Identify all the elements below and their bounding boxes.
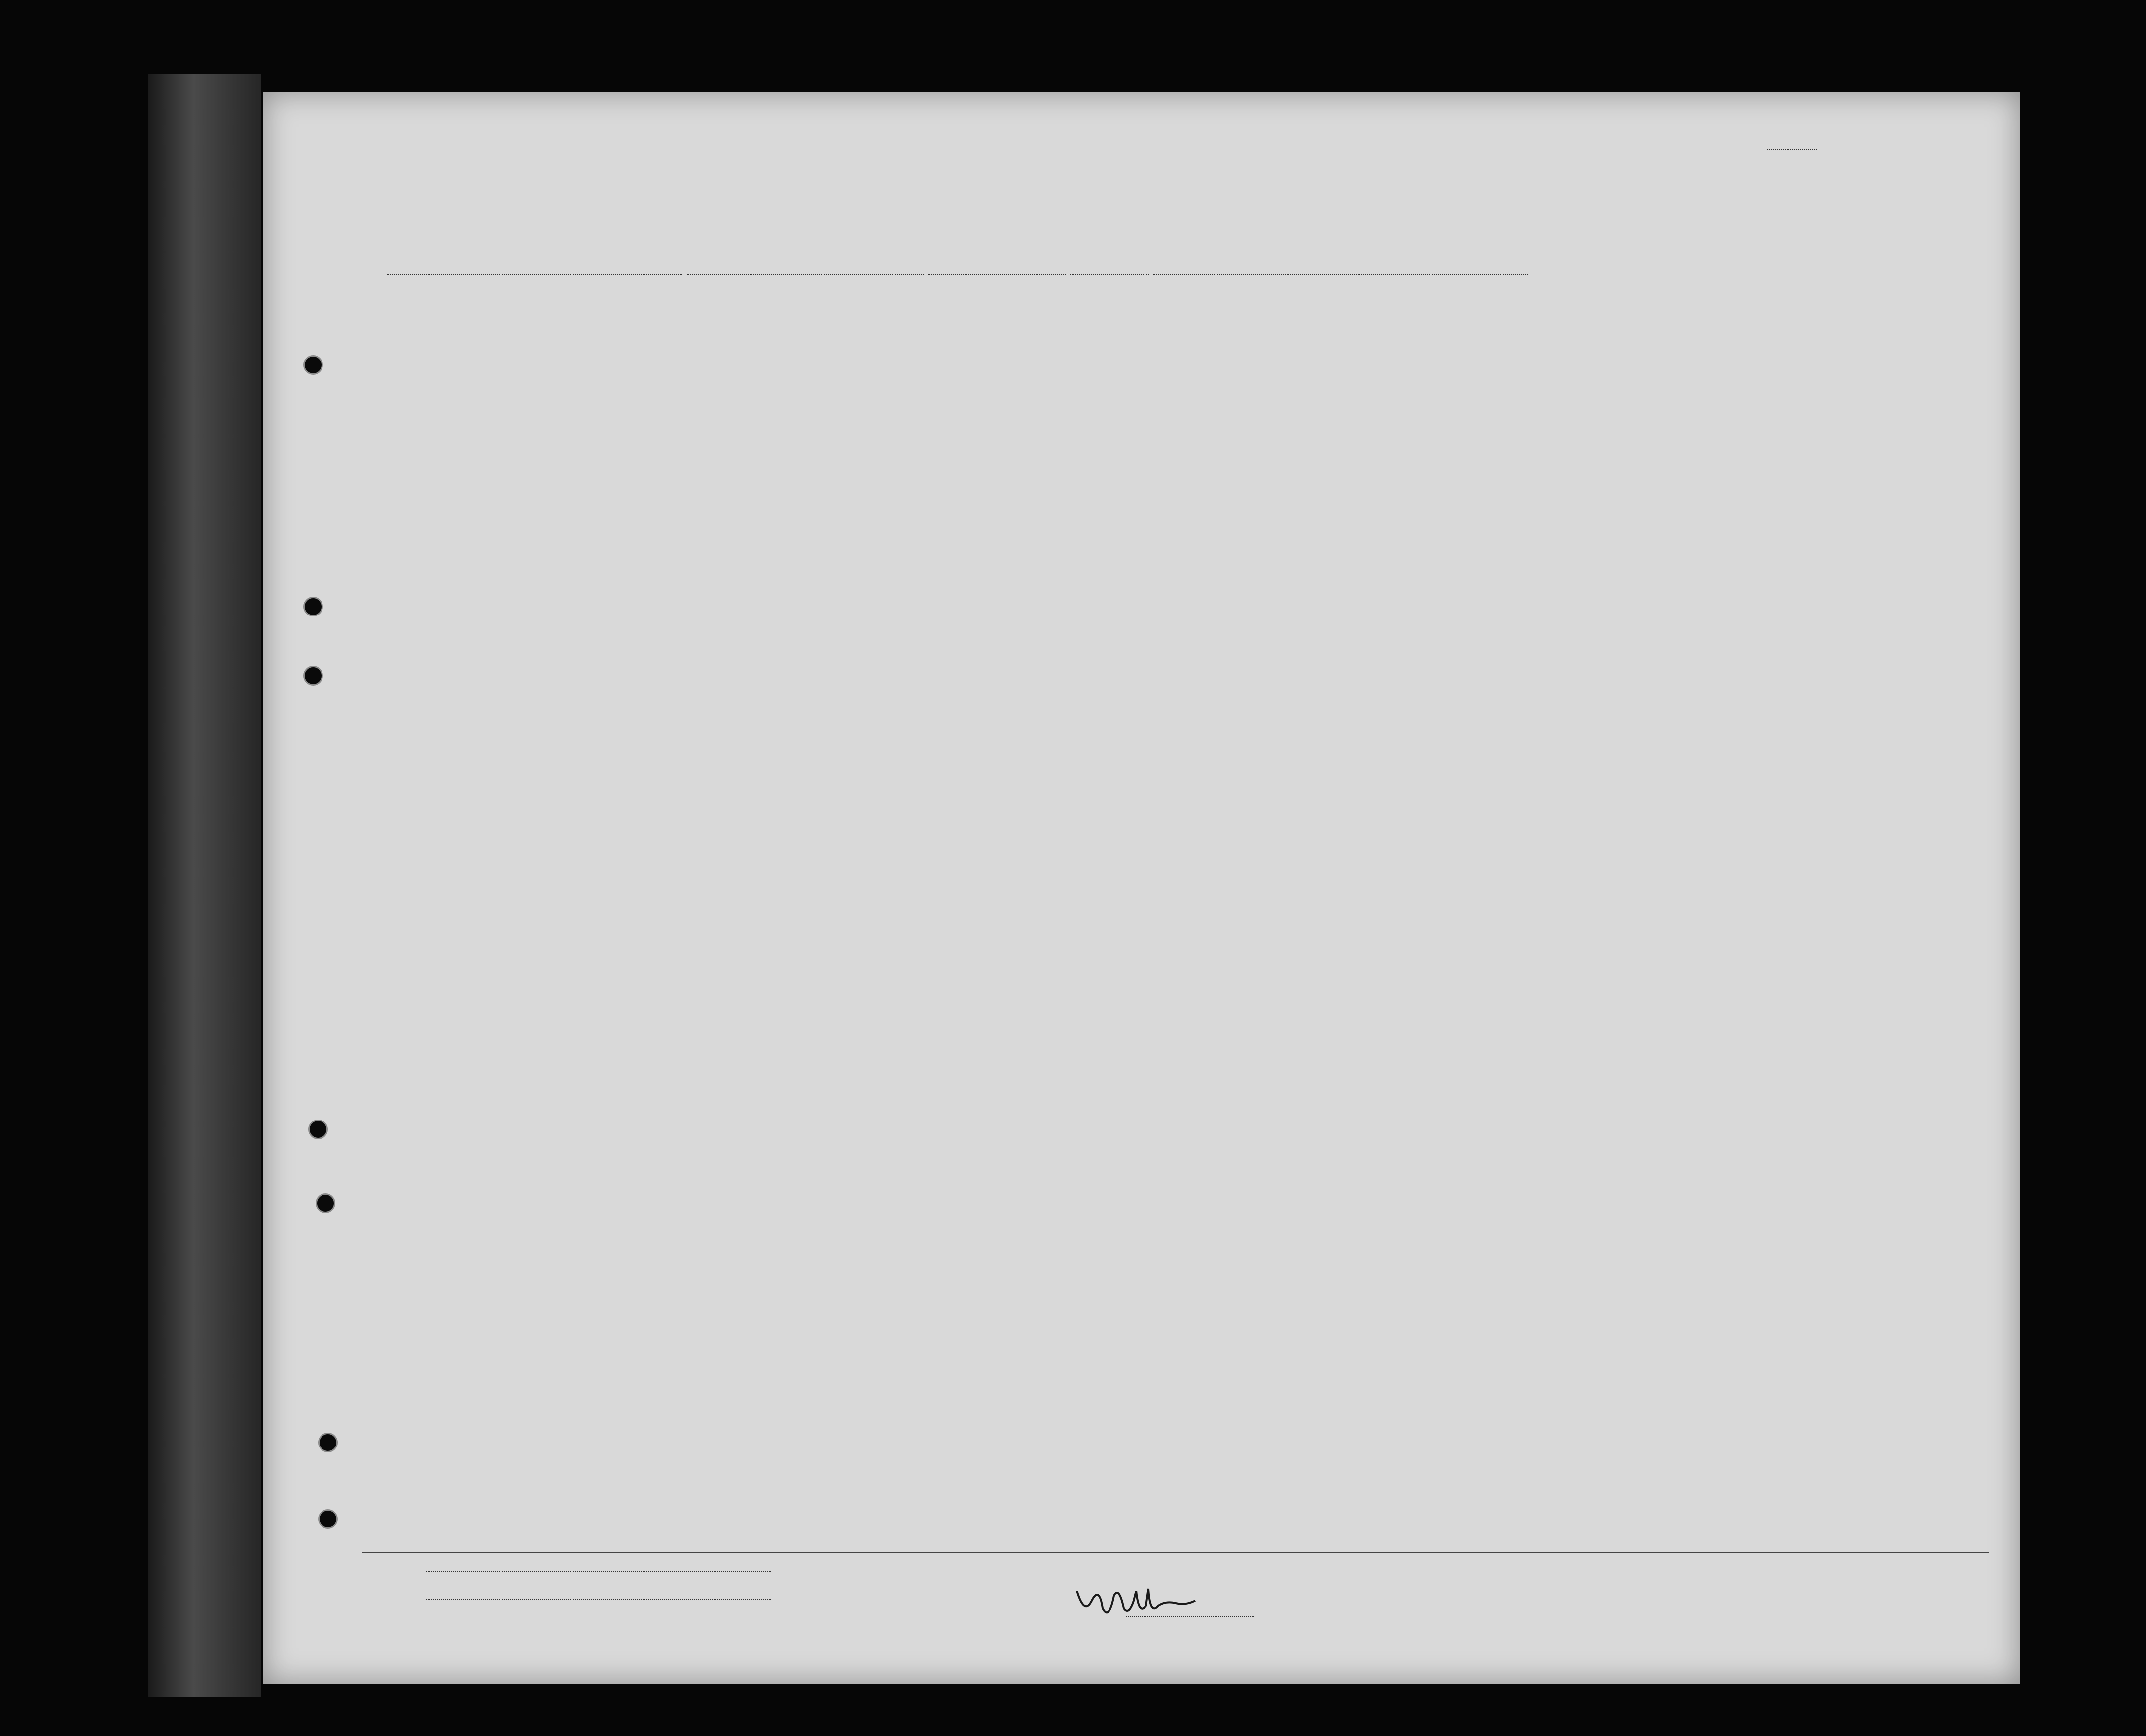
vessel-name xyxy=(387,274,682,275)
book-binding xyxy=(148,74,261,1697)
agents-value xyxy=(456,1627,766,1628)
departure-ports xyxy=(1153,274,1528,275)
punch-hole xyxy=(318,1509,338,1529)
punch-hole xyxy=(303,597,323,616)
owners-value xyxy=(426,1599,771,1600)
punch-hole xyxy=(318,1433,338,1452)
vessel-line xyxy=(387,259,1965,283)
line-value xyxy=(426,1571,771,1572)
punch-hole xyxy=(308,1120,328,1139)
punch-hole xyxy=(316,1194,335,1213)
arrival-day xyxy=(1070,274,1149,275)
arrival-month xyxy=(928,274,1066,275)
inspector-label xyxy=(1126,1616,1254,1617)
arriving-port xyxy=(687,274,924,275)
footer-divider xyxy=(362,1552,1989,1553)
sheet-value xyxy=(1767,149,1817,150)
punch-hole xyxy=(303,666,323,686)
inspector-signature xyxy=(1072,1581,1200,1621)
punch-hole xyxy=(303,355,323,375)
manifest-sheet xyxy=(263,92,2020,1684)
sheet-number xyxy=(1767,136,1817,155)
